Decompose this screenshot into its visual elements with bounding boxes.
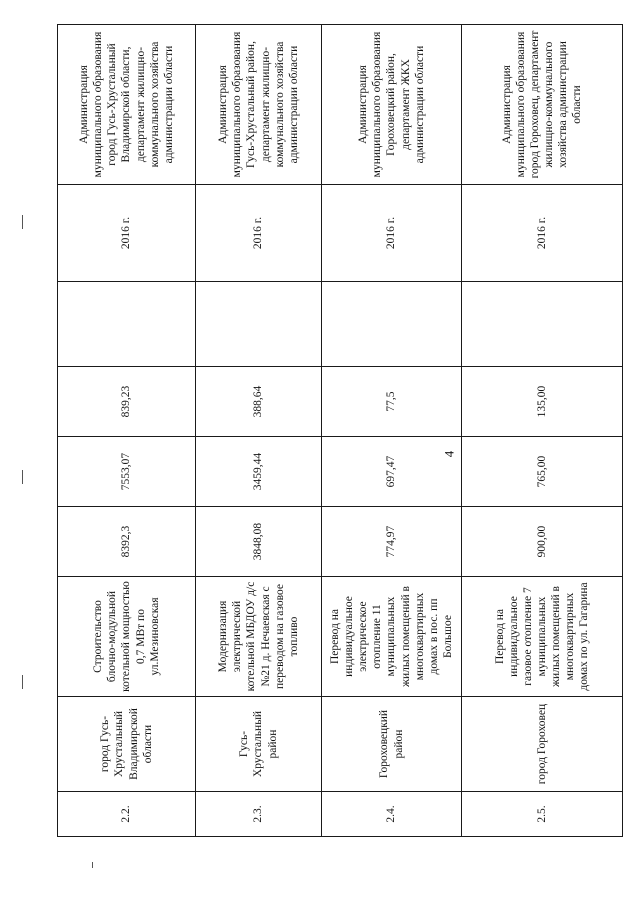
measure-cell: Перевод на индивидуальное электрическое отопление 11 муниципальных жилых помещений в многоквартирных домах в пос. пп Большое <box>322 577 462 697</box>
table-row <box>196 25 322 837</box>
funding-a-cell: 765,00 <box>462 437 623 507</box>
row-number: 2.4. <box>322 792 462 837</box>
funding-c-cell <box>462 282 623 367</box>
territory-cell: город Гусь-Хрустальный Владимирской области <box>58 697 196 792</box>
year-cell: 2016 г. <box>462 185 623 282</box>
funding-a-cell: 3459,44 <box>196 437 322 507</box>
scan-edge-mark <box>22 215 23 229</box>
year-cell: 2016 г. <box>196 185 322 282</box>
territory-cell: Гороховецкий район <box>322 697 462 792</box>
program-table <box>57 24 623 837</box>
executor-cell: Администрация муниципального образования город Гороховец, департамент жилищно-коммунального хозяйства администрации области <box>462 25 623 185</box>
funding-b-cell: 839,23 <box>58 367 196 437</box>
funding-b-cell: 77,5 <box>322 367 462 437</box>
funding-b-cell: 388,64 <box>196 367 322 437</box>
total-cost-cell: 3848,08 <box>196 507 322 577</box>
total-cost-cell: 900,00 <box>462 507 623 577</box>
measure-cell: Модернизация электрической котельной МБДОУ д/с №21 д. Нечаевская с переводом на газовое топливо <box>196 577 322 697</box>
scan-edge-mark <box>22 675 23 689</box>
executor-cell: Администрация муниципального образования город Гусь-Хрустальный Владимирской области, департамент жилищно-коммунального хозяйства администрации области <box>58 25 196 185</box>
row-number: 2.2. <box>58 792 196 837</box>
funding-c-cell <box>322 282 462 367</box>
measure-cell: Строительство блочно-модульной котельной мощностью 0,7 МВт по ул.Мезиновская <box>58 577 196 697</box>
territory-cell: Гусь-Хрустальный район <box>196 697 322 792</box>
total-cost-cell: 774,97 <box>322 507 462 577</box>
executor-cell: Администрация муниципального образования Гусь-Хрустальный район, департамент жилищно-коммунального хозяйства администрации области <box>196 25 322 185</box>
funding-c-cell <box>196 282 322 367</box>
row-number: 2.3. <box>196 792 322 837</box>
row-number: 2.5. <box>462 792 623 837</box>
funding-a-cell: 7553,07 <box>58 437 196 507</box>
table-row <box>462 25 623 837</box>
table-row <box>58 25 196 837</box>
year-cell: 2016 г. <box>58 185 196 282</box>
funding-a-cell: 697,47 <box>322 437 462 507</box>
measure-cell: Перевод на индивидуальное газовое отопление 7 муниципальных жилых помещений в многоквартирных домах по ул. Гагарина <box>462 577 623 697</box>
funding-b-cell: 135,00 <box>462 367 623 437</box>
territory-cell: город Гороховец <box>462 697 623 792</box>
year-cell: 2016 г. <box>322 185 462 282</box>
scan-edge-mark <box>22 470 23 484</box>
program-table-rotated <box>57 25 622 837</box>
scan-edge-mark <box>92 862 93 868</box>
funding-c-cell <box>58 282 196 367</box>
table-row <box>322 25 462 837</box>
total-cost-cell: 8392,3 <box>58 507 196 577</box>
page-number: 4 <box>441 450 457 458</box>
executor-cell: Администрация муниципального образования Гороховецкий район, департамент ЖКХ администрации области <box>322 25 462 185</box>
